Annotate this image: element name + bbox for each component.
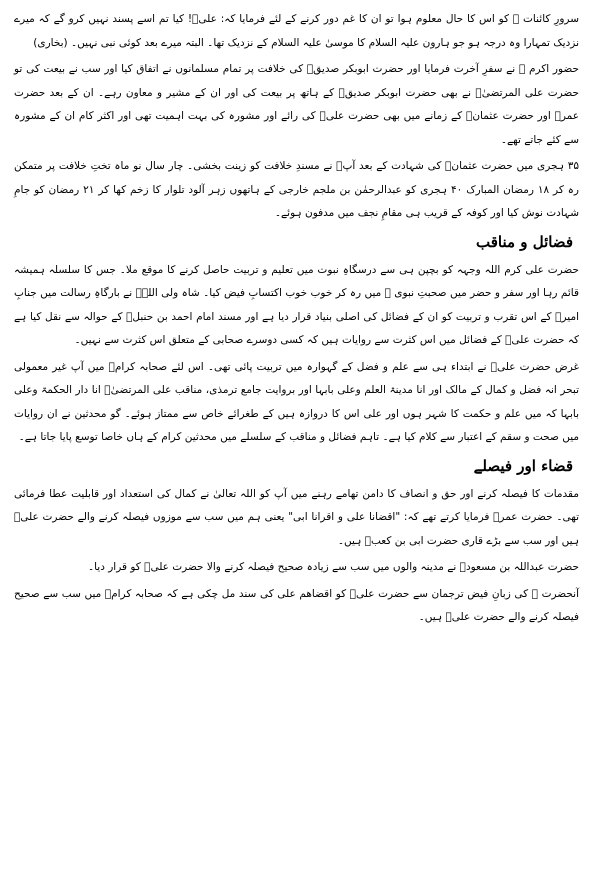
paragraph-ilm: غرض حضرت علیؓ نے ابتداء ہی سے علم و فضل کے گہوارہ میں تربیت پائی تھی۔ اس لئے صحابہ کرامؓ میں آپ غیر معمولی تبحر انہ فضل و کمال کے مالک اور انا مدینۃ العلم وعلی بابہا اور بروایت جامع ترمذی، مناقب علی المرتضیٰؓ انا دار الحکمۃ وعلی بابہا کہ میں علم و حکمت کا شہر ہوں اور علی اس کا دروازہ ہیں کے طغرائے خاص سے ممتاز ہوئے۔ گو محدثین نے ان روایات میں صحت و سقم کے اعتبار سے کلام کیا ہے۔ تاہم فضائل و مناقب کے سلسلے میں محدثین کرام کے ہاں خاصا توسع پایا جاتا ہے۔: [14, 360, 579, 443]
section-heading-fazail: فضائل و مناقب: [475, 232, 573, 251]
paragraph-tarbiyat: حضرت علی کرم اللہ وجہہ کو بچپن ہی سے درسگاہِ نبوت میں تعلیم و تربیت حاصل کرنے کا موقع ملا۔ جس کا سلسلہ ہمیشہ قائم رہا اور سفر و حضر میں صحبتِ نبوی ﷺ میں رہ کر خوب خوب اکتسابِ فیض کیا۔ شاہ ولی اللہؒ نے بارگاہِ رسالت میں جنابِ امیرؓ کے اس تقرب و تربیت کو ان کے فضائل کی اصلی بنیاد قرار دیا ہے اور مسند امام احمد بن حنبلؒ کے حوالہ سے نقل کیا ہے کہ حضرت علیؓ کے فضائل میں اس کثرت سے روایات ہیں کہ کسی دوسرے صحابی کے متعلق اس کثرت سے نہیں۔: [14, 263, 579, 346]
paragraph-aqzahum: آنحضرت ﷺ کی زبانِ فیض ترجمان سے حضرت علیؓ کو اقضاھم علی کی سند مل چکی ہے کہ صحابہ کرامؓ میں سب سے صحیح فیصلہ کرنے والے حضرت علیؓ ہیں۔: [14, 587, 579, 623]
paragraph-shahadat: ۳۵ ہجری میں حضرت عثمانؓ کی شہادت کے بعد آپؓ نے مسندِ خلافت کو زینت بخشی۔ چار سال نو ماہ تختِ خلافت پر متمکن رہ کر ۱۸ رمضان المبارک ۴۰ ہجری کو عبدالرحمٰن بن ملجم خارجی کے ہاتھوں زہر آلود تلوار کا زخم کھا کر ۲۱ رمضان کو جامِ شہادت نوش کیا اور کوفہ کے قریب ہی مقامِ نجف میں مدفون ہوئے۔: [14, 160, 579, 219]
paragraph-qaza-ability: مقدمات کا فیصلہ کرنے اور حق و انصاف کا دامن تھامے رہنے میں آپ کو اللہ تعالیٰ نے کمال کی استعداد اور قابلیت عطا فرمائی تھی۔ حضرت عمرؓ فرمایا کرتے تھے کہ: "اقضانا علی و اقرانا ابی" یعنی ہم میں سب سے موزوں فیصلہ کرنے والے حضرت علیؓ ہیں اور سب سے بڑے قاری حضرت ابی بن کعبؓ ہیں۔: [14, 487, 579, 547]
paragraph-khilafat-allegiance: حضور اکرم ﷺ نے سفرِ آخرت فرمایا اور حضرت ابوبکر صدیقؓ کی خلافت پر تمام مسلمانوں نے اتفاق کیا اور سب نے بیعت کی تو حضرت علی المرتضیٰؓ نے بھی حضرت ابوبکر صدیقؓ کے ہاتھ پر بیعت کی اور ان کے مشیر و معاون رہے۔ ان کے بعد حضرت عمرؓ اور حضرت عثمانؓ کے زمانے میں بھی حضرت علیؓ کی رائے اور مشورہ کی بہت اہمیت تھی اور اکثر کام ان کے مشورہ سے کئے جاتے تھے۔: [14, 63, 579, 146]
paragraph-ibn-masood: حضرت عبداللہ بن مسعودؓ نے مدینہ والوں میں سب سے زیادہ صحیح فیصلہ کرنے والا حضرت علیؓ کو قرار دیا۔: [87, 561, 579, 573]
paragraph-hadith-harun: سرورِ کائنات ﷺ کو اس کا حال معلوم ہوا تو ان کا غم دور کرنے کے لئے فرمایا کہ: علیؓ! کیا تم اسے پسند نہیں کرو گے کہ میرے نزدیک تمہارا وہ درجہ ہو جو ہارون علیہ السلام کا موسیٰ علیہ السلام کے نزدیک تھا۔ البتہ میرے بعد کوئی نبی نہیں۔ (بخاری): [14, 13, 579, 49]
section-heading-qaza: قضاء اور فیصلے: [473, 456, 573, 475]
